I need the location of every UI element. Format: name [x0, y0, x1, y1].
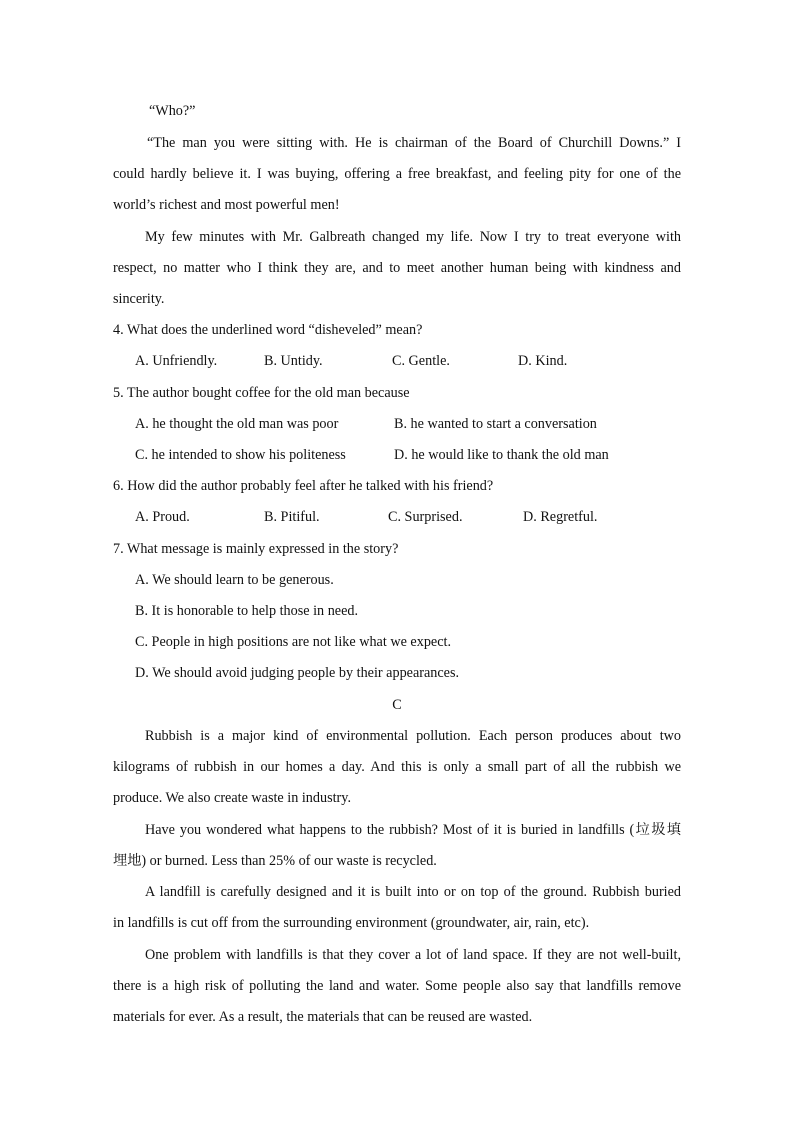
question-6-option-c: C. Surprised. [388, 509, 463, 525]
question-7-option-b: B. It is honorable to help those in need. [135, 603, 359, 619]
question-7-stem: 7. What message is mainly expressed in the story? [113, 541, 399, 557]
question-6-option-d: D. Regretful. [523, 509, 598, 525]
question-4-stem: 4. What does the underlined word “disheveled” mean? [113, 322, 423, 338]
question-5-stem: 5. The author bought coffee for the old man because [113, 385, 410, 401]
question-4-option-a: A. Unfriendly. [135, 353, 218, 369]
question-7-option-a: A. We should learn to be generous. [135, 572, 334, 588]
question-4-option-b: B. Untidy. [264, 353, 323, 369]
question-5-option-b: B. he wanted to start a conversation [394, 416, 597, 432]
question-5-option-d: D. he would like to thank the old man [394, 447, 609, 463]
paragraph-line: “The man you were sitting with. He is chairman of the Board of Churchill Downs.” I [147, 135, 681, 151]
paragraph-line: One problem with landfills is that they cover a lot of land space. If they are not well-built, [145, 947, 681, 963]
question-4-option-d: D. Kind. [518, 353, 568, 369]
paragraph-line: kilograms of rubbish in our homes a day. And this is only a small part of all the rubbish we [113, 759, 681, 775]
paragraph-line: produce. We also create waste in industry. [113, 790, 351, 806]
paragraph-line: materials for ever. As a result, the materials that can be reused are wasted. [113, 1009, 533, 1025]
paragraph-line: sincerity. [113, 291, 165, 307]
question-7-option-c: C. People in high positions are not like what we expect. [135, 634, 452, 650]
paragraph-line: 埋地) or burned. Less than 25% of our waste is recycled. [113, 853, 437, 869]
question-6-option-b: B. Pitiful. [264, 509, 320, 525]
section-c-heading: C [392, 697, 402, 713]
question-5-option-a: A. he thought the old man was poor [135, 416, 339, 432]
paragraph-line: respect, no matter who I think they are, and to meet another human being with kindness and [113, 260, 681, 276]
paragraph-line: could hardly believe it. I was buying, offering a free breakfast, and feeling pity for one of the [113, 166, 681, 182]
paragraph-line: A landfill is carefully designed and it is built into or on top of the ground. Rubbish buried [145, 884, 681, 900]
paragraph-line: Have you wondered what happens to the rubbish? Most of it is buried in landfills (垃圾填 [145, 822, 681, 838]
paragraph-line: world’s richest and most powerful men! [113, 197, 340, 213]
question-6-option-a: A. Proud. [135, 509, 190, 525]
paragraph-line: Rubbish is a major kind of environmental pollution. Each person produces about two [145, 728, 681, 744]
question-4-option-c: C. Gentle. [392, 353, 450, 369]
question-7-option-d: D. We should avoid judging people by their appearances. [135, 665, 460, 681]
question-6-stem: 6. How did the author probably feel after he talked with his friend? [113, 478, 494, 494]
question-5-option-c: C. he intended to show his politeness [135, 447, 346, 463]
paragraph-line: My few minutes with Mr. Galbreath changed my life. Now I try to treat everyone with [145, 229, 681, 245]
paragraph-who: “Who?” [149, 103, 196, 119]
paragraph-line: in landfills is cut off from the surrounding environment (groundwater, air, rain, etc). [113, 915, 590, 931]
paragraph-line: there is a high risk of polluting the land and water. Some people also say that landfills remove [113, 978, 681, 994]
